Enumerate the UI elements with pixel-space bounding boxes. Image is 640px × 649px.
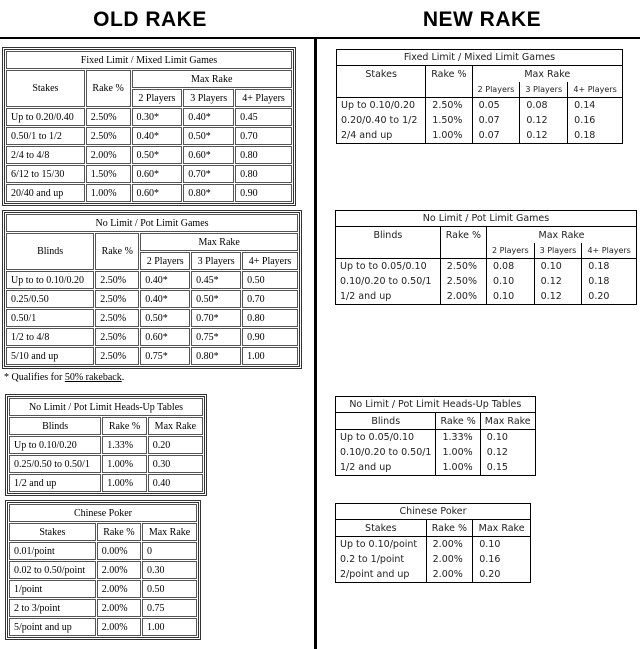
blank-cell [336,243,441,259]
value-cell: 2.00% [97,599,141,617]
value-cell: 0.20 [148,436,203,454]
value-cell: 0.30* [132,108,183,126]
table-row [6,146,292,164]
value-cell: 2.50% [95,309,139,327]
col-header-rake: Rake % [426,66,472,83]
col-header-2-players: 2 Players [132,89,183,107]
blank-cell [337,82,426,98]
col-header-max-rake: Max Rake [142,523,197,541]
value-cell: 0.70 [235,127,292,145]
value-cell: 0.40 [148,474,203,492]
value-cell: 1.00% [86,184,131,202]
table-row [336,537,531,553]
row-label-cell: 2/4 and up [337,128,426,144]
row-label-cell: 2/point and up [336,567,427,583]
table-row [9,436,203,454]
table-row [336,567,531,583]
col-header-4-players: 4+ Players [235,89,292,107]
value-cell: 0.14 [568,98,623,114]
value-cell: 2.00% [97,561,141,579]
value-cell: 0.90 [235,184,292,202]
col-header-2-players: 2 Players [140,252,190,270]
note-prefix: * Qualifies for [4,372,65,383]
row-label-cell: 0.20/0.40 to 1/2 [337,113,426,128]
table-row [6,184,292,202]
value-cell: 0.08 [486,259,534,275]
col-header-blinds: Blinds [336,227,441,244]
value-cell: 0.12 [534,274,582,289]
table-row [337,128,623,144]
col-header-rake: Rake % [436,413,480,430]
row-label-cell: Up to 0.05/0.10 [336,430,436,446]
value-cell: 0.30 [142,561,197,579]
value-cell: 2.00% [97,618,141,636]
row-label-cell: Up to 0.10/0.20 [337,98,426,114]
value-cell: 0.12 [520,113,568,128]
new-heads-up-table [335,396,536,476]
value-cell: 0.07 [472,128,520,144]
value-cell: 1.00% [436,460,480,476]
table-row [336,289,637,305]
row-label-cell: 1/2 and up [336,460,436,476]
value-cell: 0.50* [183,127,234,145]
value-cell: 0.10 [473,537,531,553]
col-header-3-players: 3 Players [191,252,241,270]
value-cell: 0.80* [191,347,241,365]
table-caption: No Limit / Pot Limit Heads-Up Tables [9,398,203,416]
value-cell: 0.60* [132,184,183,202]
value-cell: 0.50* [140,309,190,327]
row-label-cell: 0.50/1 to 1/2 [6,127,85,145]
row-label-cell: 0.02 to 0.50/point [9,561,96,579]
col-header-2-players: 2 Players [486,243,534,259]
row-label-cell: 0.10/0.20 to 0.50/1 [336,274,441,289]
value-cell: 0.12 [480,445,535,460]
value-cell: 2.00% [426,552,473,567]
col-header-max-rake: Max Rake [140,233,298,251]
table-row [9,455,203,473]
row-label-cell: 1/point [9,580,96,598]
value-cell: 0.16 [473,552,531,567]
value-cell: 0.12 [520,128,568,144]
value-cell: 1.00 [242,347,298,365]
col-header-rake: Rake % [440,227,486,244]
table-row [9,542,197,560]
row-label-cell: 6/12 to 15/30 [6,165,85,183]
value-cell: 0.70* [191,309,241,327]
value-cell: 0.07 [472,113,520,128]
value-cell: 0.60* [132,165,183,183]
value-cell: 0.16 [568,113,623,128]
col-header-rake: Rake % [426,520,473,537]
value-cell: 2.50% [86,127,131,145]
old-chinese-poker-table [5,500,201,640]
table-caption: Chinese Poker [336,504,531,520]
value-cell: 0.18 [582,259,637,275]
row-label-cell: 0.25/0.50 to 0.50/1 [9,455,101,473]
value-cell: 2.50% [95,328,139,346]
value-cell: 2.50% [426,98,472,114]
value-cell: 2.50% [440,274,486,289]
row-label-cell: 0.25/0.50 [6,290,94,308]
value-cell: 0.70* [183,165,234,183]
new-no-limit-table [335,210,637,305]
value-cell: 2.00% [440,289,486,305]
value-cell: 0.80 [235,146,292,164]
col-header-stakes: Stakes [337,66,426,83]
table-row [336,259,637,275]
value-cell: 2.50% [95,347,139,365]
table-row [336,552,531,567]
value-cell: 2.50% [440,259,486,275]
row-label-cell: Up to 0.10/point [336,537,427,553]
row-label-cell: 1/2 and up [9,474,101,492]
value-cell: 2.00% [86,146,131,164]
value-cell: 0.40* [132,127,183,145]
col-header-max-rake: Max Rake [473,520,531,537]
value-cell: 0.18 [582,274,637,289]
value-cell: 0.50* [191,290,241,308]
value-cell: 0.20 [473,567,531,583]
row-label-cell: 2 to 3/point [9,599,96,617]
new-chinese-poker-table [335,503,531,583]
row-label-cell: 5/point and up [9,618,96,636]
value-cell: 0.75* [191,328,241,346]
row-label-cell: Up to 0.10/0.20 [9,436,101,454]
value-cell: 1.00% [426,128,472,144]
value-cell: 0.50 [142,580,197,598]
table-row [6,165,292,183]
row-label-cell: Up to to 0.10/0.20 [6,271,94,289]
table-row [9,599,197,617]
row-label-cell: 0.2 to 1/point [336,552,427,567]
table-row [336,460,536,476]
col-header-stakes: Stakes [336,520,427,537]
value-cell: 1.00% [102,474,146,492]
table-row [337,98,623,114]
table-row [6,347,298,365]
col-header-blinds: Blinds [9,417,101,435]
value-cell: 1.50% [86,165,131,183]
value-cell: 0 [142,542,197,560]
row-label-cell: 1/2 to 4/8 [6,328,94,346]
value-cell: 0.45 [235,108,292,126]
value-cell: 0.75* [140,347,190,365]
value-cell: 2.50% [86,108,131,126]
rakeback-note [4,372,124,383]
col-header-3-players: 3 Players [183,89,234,107]
value-cell: 0.00% [97,542,141,560]
row-label-cell: 20/40 and up [6,184,85,202]
value-cell: 0.80 [235,165,292,183]
table-row [6,290,298,308]
col-header-max-rake: Max Rake [132,70,293,88]
row-label-cell: Up to 0.20/0.40 [6,108,85,126]
table-row [9,580,197,598]
value-cell: 0.20 [582,289,637,305]
header-divider [0,37,640,39]
value-cell: 0.18 [568,128,623,144]
column-divider [314,37,317,649]
value-cell: 0.60* [183,146,234,164]
row-label-cell: 5/10 and up [6,347,94,365]
value-cell: 0.10 [486,289,534,305]
value-cell: 0.05 [472,98,520,114]
table-caption: No Limit / Pot Limit Games [6,214,298,232]
value-cell: 0.10 [486,274,534,289]
col-header-max-rake: Max Rake [480,413,535,430]
table-row [6,328,298,346]
value-cell: 0.40* [140,290,190,308]
value-cell: 0.08 [520,98,568,114]
note-suffix: . [121,372,125,383]
col-header-max-rake: Max Rake [148,417,203,435]
value-cell: 2.00% [426,567,473,583]
col-header-rake: Rake % [97,523,141,541]
value-cell: 1.00 [142,618,197,636]
col-header-4-players: 4+ Players [568,82,623,98]
blank-cell [426,82,472,98]
col-header-stakes: Stakes [9,523,96,541]
col-header-2-players: 2 Players [472,82,520,98]
row-label-cell: 0.50/1 [6,309,94,327]
table-caption: No Limit / Pot Limit Games [336,211,637,227]
col-header-4-players: 4+ Players [582,243,637,259]
table-caption: Chinese Poker [9,504,197,522]
value-cell: 0.80* [183,184,234,202]
value-cell: 0.30 [148,455,203,473]
old-fixed-limit-table [2,47,296,206]
table-row [9,474,203,492]
table-caption: No Limit / Pot Limit Heads-Up Tables [336,397,536,413]
col-header-rake: Rake % [95,233,139,270]
col-header-max-rake: Max Rake [472,66,622,83]
value-cell: 0.10 [534,259,582,275]
table-row [336,430,536,446]
row-label-cell: 0.01/point [9,542,96,560]
table-row [336,445,536,460]
col-header-max-rake: Max Rake [486,227,636,244]
value-cell: 0.90 [242,328,298,346]
value-cell: 1.00% [102,455,146,473]
value-cell: 0.10 [480,430,535,446]
col-header-3-players: 3 Players [534,243,582,259]
value-cell: 1.00% [436,445,480,460]
value-cell: 2.50% [95,271,139,289]
value-cell: 0.75 [142,599,197,617]
table-row [6,127,292,145]
value-cell: 1.50% [426,113,472,128]
row-label-cell: 1/2 and up [336,289,441,305]
value-cell: 0.12 [534,289,582,305]
old-rake-heading: OLD RAKE [93,8,207,31]
table-row [6,271,298,289]
new-fixed-limit-table [336,49,623,144]
value-cell: 2.00% [97,580,141,598]
table-caption: Fixed Limit / Mixed Limit Games [337,50,623,66]
value-cell: 0.40* [183,108,234,126]
value-cell: 2.50% [95,290,139,308]
value-cell: 0.40* [140,271,190,289]
col-header-stakes: Stakes [6,70,85,107]
new-rake-heading: NEW RAKE [422,8,542,31]
col-header-3-players: 3 Players [520,82,568,98]
table-row [9,561,197,579]
row-label-cell: 2/4 to 4/8 [6,146,85,164]
table-row [9,618,197,636]
col-header-blinds: Blinds [336,413,436,430]
old-heads-up-table [5,394,207,496]
value-cell: 0.50 [242,271,298,289]
value-cell: 0.80 [242,309,298,327]
table-row [336,274,637,289]
rakeback-link[interactable]: 50% rakeback [64,372,122,383]
table-caption: Fixed Limit / Mixed Limit Games [6,51,292,69]
col-header-rake: Rake % [102,417,146,435]
blank-cell [440,243,486,259]
value-cell: 1.33% [102,436,146,454]
row-label-cell: 0.10/0.20 to 0.50/1 [336,445,436,460]
table-row [6,309,298,327]
value-cell: 2.00% [426,537,473,553]
value-cell: 0.60* [140,328,190,346]
table-row [337,113,623,128]
value-cell: 0.50* [132,146,183,164]
row-label-cell: Up to to 0.05/0.10 [336,259,441,275]
old-no-limit-table [2,210,302,369]
col-header-4-players: 4+ Players [242,252,298,270]
value-cell: 0.70 [242,290,298,308]
table-row [6,108,292,126]
col-header-rake: Rake % [86,70,131,107]
value-cell: 1.33% [436,430,480,446]
col-header-blinds: Blinds [6,233,94,270]
value-cell: 0.45* [191,271,241,289]
value-cell: 0.15 [480,460,535,476]
